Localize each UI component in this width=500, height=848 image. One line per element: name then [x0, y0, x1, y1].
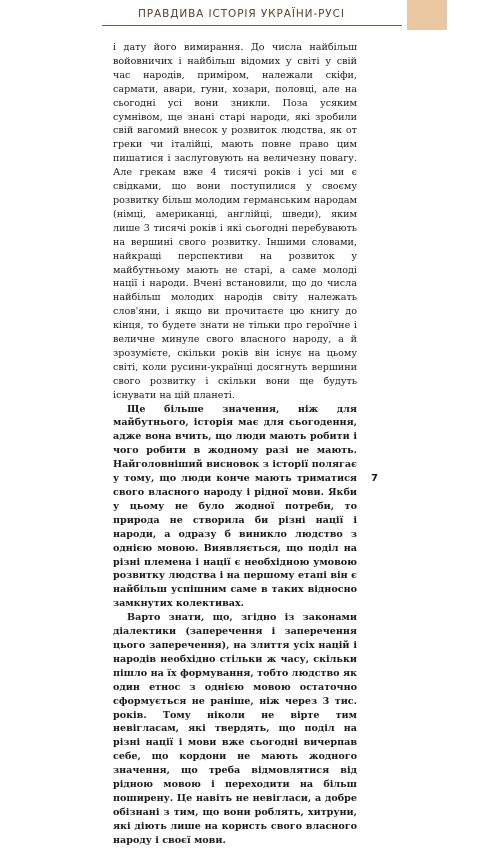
paragraph-3: Варто знати, що, згідно із законами діалектики (заперечення і заперечення цього заперечення), на злиття усіх націй і народів необхідно стільки ж часу, скільки пішло на їх формування, тобто людство як один етнос з однією мовою остаточно сформується не раніше, ніж через 3 тис. років. Тому ніколи не вірте тим невігласам, які твердять, що поділ на різні нації і мови вже сьогодні вичерпав себе, що кордони не мають жодного значення, що треба відмовлятися від рідною мовою і переходити на більш поширену. Це навіть не невігласи, а добре обізнані з тим, що вони роблять, хитруни, які діють лише на користь свого власного народу і своєї мови.: [113, 612, 357, 846]
paragraph-1: і дату його вимирання. До числа найбільш войовничих і найбільш відомих у світі у свій час народів, приміром, належали скіфи, сармати, авари, гуни, хозари, половці, але на сьогодні усі вони зникли. Поза усяким сумнівом, ще знані старі народи, які зробили свій вагомий внесок у розвиток людства, як от греки чи італійці, мають повне право цим пишатися і заслуговують на величезну повагу. Але грекам вже 4 тисячі років і усі ми є свідками, що вони поступилися у своєму розвитку більш молодим германським народам (німці, американці, англійці, шведи), яким лише 3 тисячі років і які сьогодні перебувають на вершині свого розвитку. Іншими словами, найкращі перспективи на розвиток у майбутньому мають не старі, а саме молоді нації і народи. Вчені встановили, що до числа найбільш молодих народів світу належать слов'яни, і якщо ви прочитаєте цю книгу до кінця, то будете знати не тільки про героїчне і величне минуле свого власного народу, а й зрозумієте, скільки років він існує на цьому світі, коли русини-українці досягнуть вершини свого розвитку і скільки вони ще будуть існувати на цій планеті.: [113, 42, 357, 401]
running-header-title: ПРАВДИВА ІСТОРІЯ УКРАЇНИ-РУСІ: [138, 8, 345, 20]
chapter-tab-marker: [407, 0, 447, 30]
paragraph-2: Ще більше значення, ніж для майбутнього, історія має для сьогодення, адже вона вчить, що люди мають робити і чого робити в жодному разі не мають. Найголовніший висновок з історії полягає у тому, що люди конче мають триматися свого власного народу і рідної мови. Якби у цьому не було жодної потреби, то природа не створила би різні нації і народи, а одразу б виникло людство з однією мовою. Виявляється, що поділ на різні племена і нації є необхідною умовою розвитку людства і на першому етапі він є найбільш успішним саме в таких відносно замкнутих колективах.: [113, 403, 357, 610]
page-body: [113, 41, 357, 848]
page-number: 7: [371, 473, 378, 484]
running-header: [102, 0, 402, 26]
